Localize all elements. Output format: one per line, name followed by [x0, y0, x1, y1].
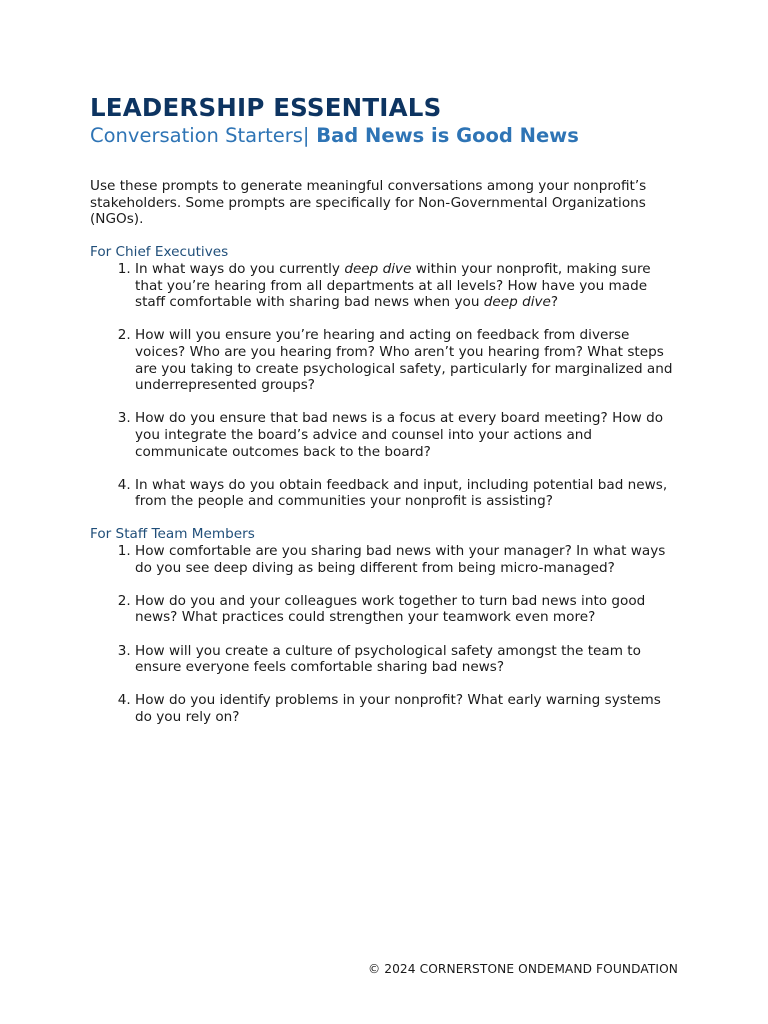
subtitle-topic: Bad News is Good News: [309, 124, 579, 147]
section-heading-staff-team-members: For Staff Team Members: [90, 526, 255, 543]
list-item: 4. How do you identify problems in your nonprofit? What early warning systems do you rely on?: [135, 692, 680, 725]
prompt-text: In what ways do you currently: [135, 260, 345, 277]
list-item: 3. How do you ensure that bad news is a focus at every board meeting? How do you integrate the board’s advice and counsel into your actions and communicate outcomes back to the board?: [135, 410, 680, 460]
subtitle-prefix: Conversation Starters|: [90, 124, 310, 147]
prompt-text: within your nonprofit, making sure that you’re hearing from all departments at all levels? How have you made staff comfortable with sharing bad news when you: [135, 260, 651, 311]
section-heading-chief-executives: For Chief Executives: [90, 244, 229, 261]
prompt-emphasis: deep dive: [483, 294, 551, 311]
list-item: 3. How will you create a culture of psychological safety amongst the team to ensure everyone feels comfortable sharing bad news?: [135, 643, 680, 676]
prompt-emphasis: deep dive: [344, 260, 412, 277]
list-item: 2. How will you ensure you’re hearing and acting on feedback from diverse voices? Who are you hearing from? Who aren’t you hearing from? What steps are you taking to create psychological safety, particularly for marginalized and underrepresented groups?: [135, 327, 680, 393]
list-item: 1. How comfortable are you sharing bad news with your manager? In what ways do you see deep diving as being different from being micro-managed?: [135, 543, 680, 576]
staff-team-prompt-list: [90, 543, 680, 726]
prompt-text: ?: [550, 294, 559, 311]
list-item: 2. How do you and your colleagues work together to turn bad news into good news? What practices could strengthen your teamwork even more?: [135, 593, 680, 626]
document-page: [90, 92, 680, 726]
list-item: [135, 261, 680, 311]
list-item: 4. In what ways do you obtain feedback and input, including potential bad news, from the people and communities your nonprofit is assisting?: [135, 477, 680, 510]
document-subtitle: [90, 124, 680, 148]
chief-executives-prompt-list: [90, 261, 680, 510]
intro-paragraph: Use these prompts to generate meaningful conversations among your nonprofit’s stakeholders. Some prompts are specifically for Non-Governmental Organizations (NGOs).: [90, 178, 647, 228]
copyright-footer: © 2024 CORNERSTONE ONDEMAND FOUNDATION: [367, 962, 678, 976]
document-title: LEADERSHIP ESSENTIALS: [90, 93, 442, 122]
